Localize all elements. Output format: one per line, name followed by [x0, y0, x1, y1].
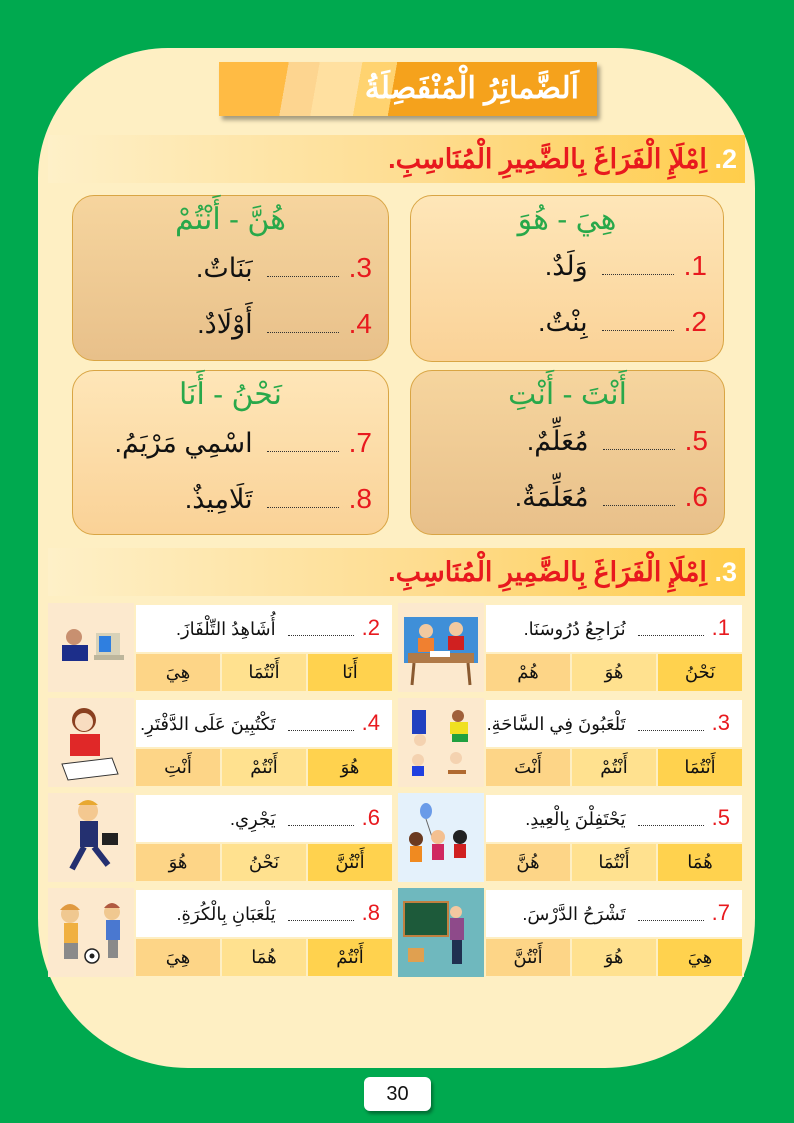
exercise-sentence — [136, 795, 392, 842]
section-3-header — [48, 548, 745, 596]
box-item — [115, 423, 372, 463]
pronoun-option[interactable]: أَنْتُمْ — [222, 749, 306, 786]
exercise-card-8 — [48, 888, 394, 977]
pronoun-options — [486, 654, 742, 691]
pronoun-option[interactable]: هُمْ — [486, 654, 570, 691]
blank-field[interactable] — [603, 491, 675, 506]
item-text: أَوْلَادٌ. — [197, 309, 253, 339]
blank-field[interactable] — [267, 437, 339, 452]
girls-celebrating-icon — [398, 793, 484, 882]
exercise-sentence — [486, 605, 742, 652]
box-item — [527, 421, 708, 461]
blank-field[interactable] — [288, 720, 354, 731]
pronoun-option[interactable]: نَحْنُ — [222, 844, 306, 881]
pronoun-option[interactable]: هُمَا — [658, 844, 742, 881]
exercise-card-7 — [398, 888, 744, 977]
item-text: وَلَدٌ. — [544, 251, 588, 281]
item-text: اسْمِي مَرْيَمُ. — [114, 428, 253, 458]
pronoun-option[interactable]: أَنْتِ — [136, 749, 220, 786]
exercise-sentence — [136, 890, 392, 937]
pronoun-options — [136, 844, 392, 881]
man-running-icon — [48, 793, 134, 882]
box-item — [197, 304, 372, 344]
pronoun-option[interactable]: هُمَا — [222, 939, 306, 976]
pronoun-option[interactable]: أَنْتُمَا — [222, 654, 306, 691]
blank-field[interactable] — [288, 910, 354, 921]
box-item — [538, 302, 707, 342]
section-3-instruction: اِمْلَإِ الْفَرَاغَ بِالضَّمِيرِ الْمُنَاسِبِ. — [388, 557, 707, 587]
box-heading: هِيَ - هُوَ — [517, 203, 617, 236]
section-2-number: 2. — [714, 144, 737, 174]
pronoun-box-1 — [410, 195, 724, 362]
exercise-sentence — [486, 795, 742, 842]
pronoun-option[interactable]: هِيَ — [136, 939, 220, 976]
blank-field[interactable] — [602, 316, 674, 331]
pronoun-options — [136, 749, 392, 786]
pronoun-options — [136, 654, 392, 691]
pronoun-option[interactable]: أَنْتُمَا — [572, 844, 656, 881]
pronoun-option[interactable]: هِيَ — [136, 654, 220, 691]
box-item — [515, 477, 708, 517]
exercise-text: تَشْرَحُ الدَّرْسَ. — [522, 904, 626, 924]
exercise-text: تَلْعَبُونَ فِي السَّاحَةِ. — [486, 714, 626, 734]
blank-field[interactable] — [638, 720, 704, 731]
box-heading: هُنَّ - أَنْتُمْ — [174, 203, 287, 236]
page-title: اَلضَّمائِرُ الْمُنْفَصِلَةُ — [364, 72, 579, 105]
pronoun-option[interactable]: أَنْتُمَا — [658, 749, 742, 786]
exercise-card-3 — [398, 698, 744, 787]
blank-field[interactable] — [288, 625, 354, 636]
item-number: 1. — [683, 250, 707, 281]
pronoun-option[interactable]: أَنْتُنَّ — [308, 844, 392, 881]
item-number: 2. — [683, 306, 707, 337]
blank-field[interactable] — [267, 493, 339, 508]
item-number: 4. — [348, 308, 372, 339]
pronoun-box-4 — [72, 370, 389, 535]
pronoun-options — [486, 939, 742, 976]
pronoun-option[interactable]: هُوَ — [572, 939, 656, 976]
box-item — [196, 248, 372, 288]
section-2-header — [48, 135, 745, 183]
pronoun-option[interactable]: هِيَ — [658, 939, 742, 976]
item-text: بِنْتٌ. — [537, 307, 588, 337]
section-3-number: 3. — [714, 557, 737, 587]
section-2-instruction: اِمْلَإِ الْفَرَاغَ بِالضَّمِيرِ الْمُنَاسِبِ. — [388, 144, 707, 174]
item-number: 3. — [348, 252, 372, 283]
pronoun-box-3 — [410, 370, 725, 535]
blank-field[interactable] — [267, 318, 339, 333]
item-text: بَنَاتٌ. — [195, 253, 253, 283]
item-text: تَلَامِيذٌ. — [184, 484, 253, 514]
item-text: مُعَلِّمٌ. — [526, 426, 589, 456]
teacher-explaining-icon — [398, 888, 484, 977]
exercise-card-4 — [48, 698, 394, 787]
blank-field[interactable] — [638, 625, 704, 636]
box-heading: أَنْتَ - أَنْتِ — [508, 378, 627, 411]
students-studying-icon — [398, 603, 484, 692]
title-banner — [219, 62, 597, 116]
pronoun-options — [486, 844, 742, 881]
exercise-text: يَلْعَبَانِ بِالْكُرَةِ. — [176, 904, 276, 924]
page-number: 30 — [364, 1077, 431, 1111]
exercise-text: نُرَاجِعُ دُرُوسَنَا. — [523, 619, 626, 639]
box-item — [185, 479, 372, 519]
item-number: 5. — [684, 425, 708, 456]
children-playing-icon — [398, 698, 484, 787]
exercise-text: تَكْتُبِينَ عَلَى الدَّفْتَرِ. — [140, 714, 276, 734]
exercise-number: 5. — [711, 805, 730, 830]
pronoun-option[interactable]: هُوَ — [572, 654, 656, 691]
exercise-number: 1. — [711, 615, 730, 640]
exercise-number: 6. — [361, 805, 380, 830]
blank-field[interactable] — [638, 815, 704, 826]
exercise-text: يَجْرِي. — [229, 809, 276, 829]
exercise-card-1 — [398, 603, 744, 692]
item-number: 7. — [348, 427, 372, 458]
exercise-sentence — [136, 700, 392, 747]
pronoun-box-2 — [72, 195, 389, 361]
pronoun-option[interactable]: أَنْتُمْ — [572, 749, 656, 786]
exercise-text: أُشَاهِدُ التِّلْفَازَ. — [175, 619, 276, 639]
blank-field[interactable] — [602, 260, 674, 275]
blank-field[interactable] — [288, 815, 354, 826]
exercise-sentence — [486, 890, 742, 937]
exercise-text: يَحْتَفِلْنَ بِالْعِيدِ. — [525, 809, 626, 829]
pronoun-option[interactable]: أَنْتُمْ — [308, 939, 392, 976]
pronoun-option[interactable]: هُنَّ — [486, 844, 570, 881]
pronoun-option[interactable]: أَنْتَ — [486, 749, 570, 786]
pronoun-option[interactable]: أَنَا — [308, 654, 392, 691]
pronoun-options — [486, 749, 742, 786]
exercise-card-6 — [48, 793, 394, 882]
exercise-number: 8. — [361, 900, 380, 925]
blank-field[interactable] — [638, 910, 704, 921]
boys-playing-ball-icon — [48, 888, 134, 977]
blank-field[interactable] — [603, 435, 675, 450]
pronoun-options — [136, 939, 392, 976]
exercise-number: 4. — [361, 710, 380, 735]
box-heading: نَحْنُ - أَنَا — [178, 378, 283, 411]
boy-watching-tv-icon — [48, 603, 134, 692]
exercise-number: 3. — [711, 710, 730, 735]
exercise-sentence — [136, 605, 392, 652]
exercise-card-2 — [48, 603, 394, 692]
pronoun-option[interactable]: نَحْنُ — [658, 654, 742, 691]
pronoun-option[interactable]: هُوَ — [308, 749, 392, 786]
exercise-number: 2. — [361, 615, 380, 640]
blank-field[interactable] — [267, 262, 339, 277]
exercise-number: 7. — [711, 900, 730, 925]
item-text: مُعَلِّمَةٌ. — [514, 482, 589, 512]
exercise-sentence — [486, 700, 742, 747]
pronoun-option[interactable]: أَنْتُنَّ — [486, 939, 570, 976]
item-number: 6. — [684, 481, 708, 512]
girl-writing-icon — [48, 698, 134, 787]
box-item — [545, 246, 707, 286]
item-number: 8. — [348, 483, 372, 514]
exercise-card-5 — [398, 793, 744, 882]
pronoun-option[interactable]: هُوَ — [136, 844, 220, 881]
